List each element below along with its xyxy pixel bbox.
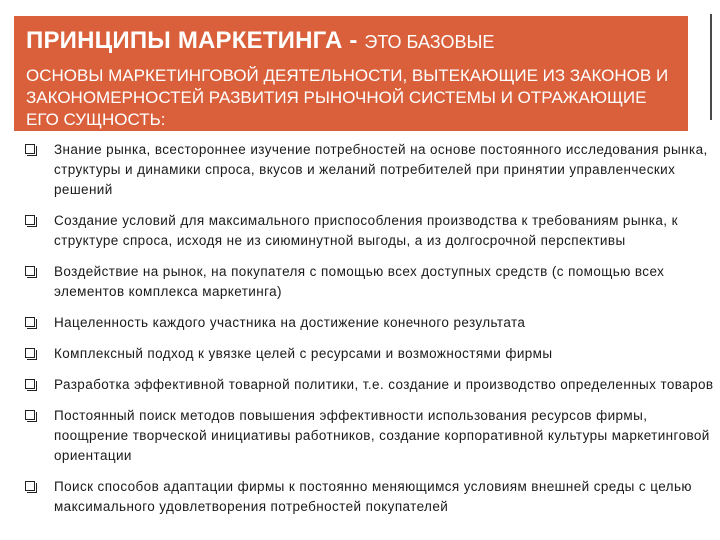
list-item (22, 477, 714, 517)
principles-list (22, 140, 714, 528)
list-item (22, 211, 714, 251)
list-item (22, 375, 714, 395)
list-item (22, 262, 714, 302)
square-bullet-icon (25, 379, 35, 389)
list-item (22, 140, 714, 200)
title-heading: ПРИНЦИПЫ МАРКЕТИНГА - (26, 27, 365, 54)
square-bullet-icon (25, 266, 35, 276)
title-banner (14, 16, 688, 131)
square-bullet-icon (25, 481, 35, 491)
title-body-text: ОСНОВЫ МАРКЕТИНГОВОЙ ДЕЯТЕЛЬНОСТИ, ВЫТЕКАЮЩИЕ ИЗ ЗАКОНОВ И ЗАКОНОМЕРНОСТЕЙ РАЗВИТИЯ РЫНОЧНОЙ СИСТЕМЫ И ОТРАЖАЮЩИЕ ЕГО СУЩНОСТЬ: (26, 66, 669, 129)
list-item-text: Знание рынка, всестороннее изучение потребностей на основе постоянного исследования рынка, структуры и динамики спроса, вкусов и желаний потребителей при принятии управленческих решений (54, 142, 708, 197)
list-item (22, 344, 714, 364)
square-bullet-icon (25, 410, 35, 420)
square-bullet-icon (25, 317, 35, 327)
list-item-text: Создание условий для максимального приспособления производства к требованиям рынка, к структуре спроса, исходя не из сиюминутной выгоды, а из долгосрочной перспективы (54, 213, 678, 248)
title-continuation: ЭТО БАЗОВЫЕ (364, 32, 495, 52)
list-item-text: Комплексный подход к увязке целей с ресурсами и возможностями фирмы (54, 346, 553, 361)
square-bullet-icon (25, 215, 35, 225)
square-bullet-icon (25, 348, 35, 358)
list-item-text: Поиск способов адаптации фирмы к постоянно меняющимся условиям внешней среды с целью максимального удовлетворения потребностей покупателей (54, 479, 692, 514)
list-item-text: Разработка эффективной товарной политики, т.е. создание и производство определенных товаров (54, 377, 714, 392)
decorative-divider (710, 14, 712, 120)
list-item (22, 313, 714, 333)
square-bullet-icon (25, 144, 35, 154)
list-item-text: Постоянный поиск методов повышения эффективности использования ресурсов фирмы, поощрение творческой инициативы работников, создание корпоративной культуры маркетинговой ориентации (54, 408, 710, 463)
list-item (22, 406, 714, 466)
title-line (26, 26, 676, 59)
list-item-text: Нацеленность каждого участника на достижение конечного результата (54, 315, 526, 330)
list-item-text: Воздействие на рынок, на покупателя с помощью всех доступных средств (с помощью всех элементов комплекса маркетинга) (54, 264, 665, 299)
